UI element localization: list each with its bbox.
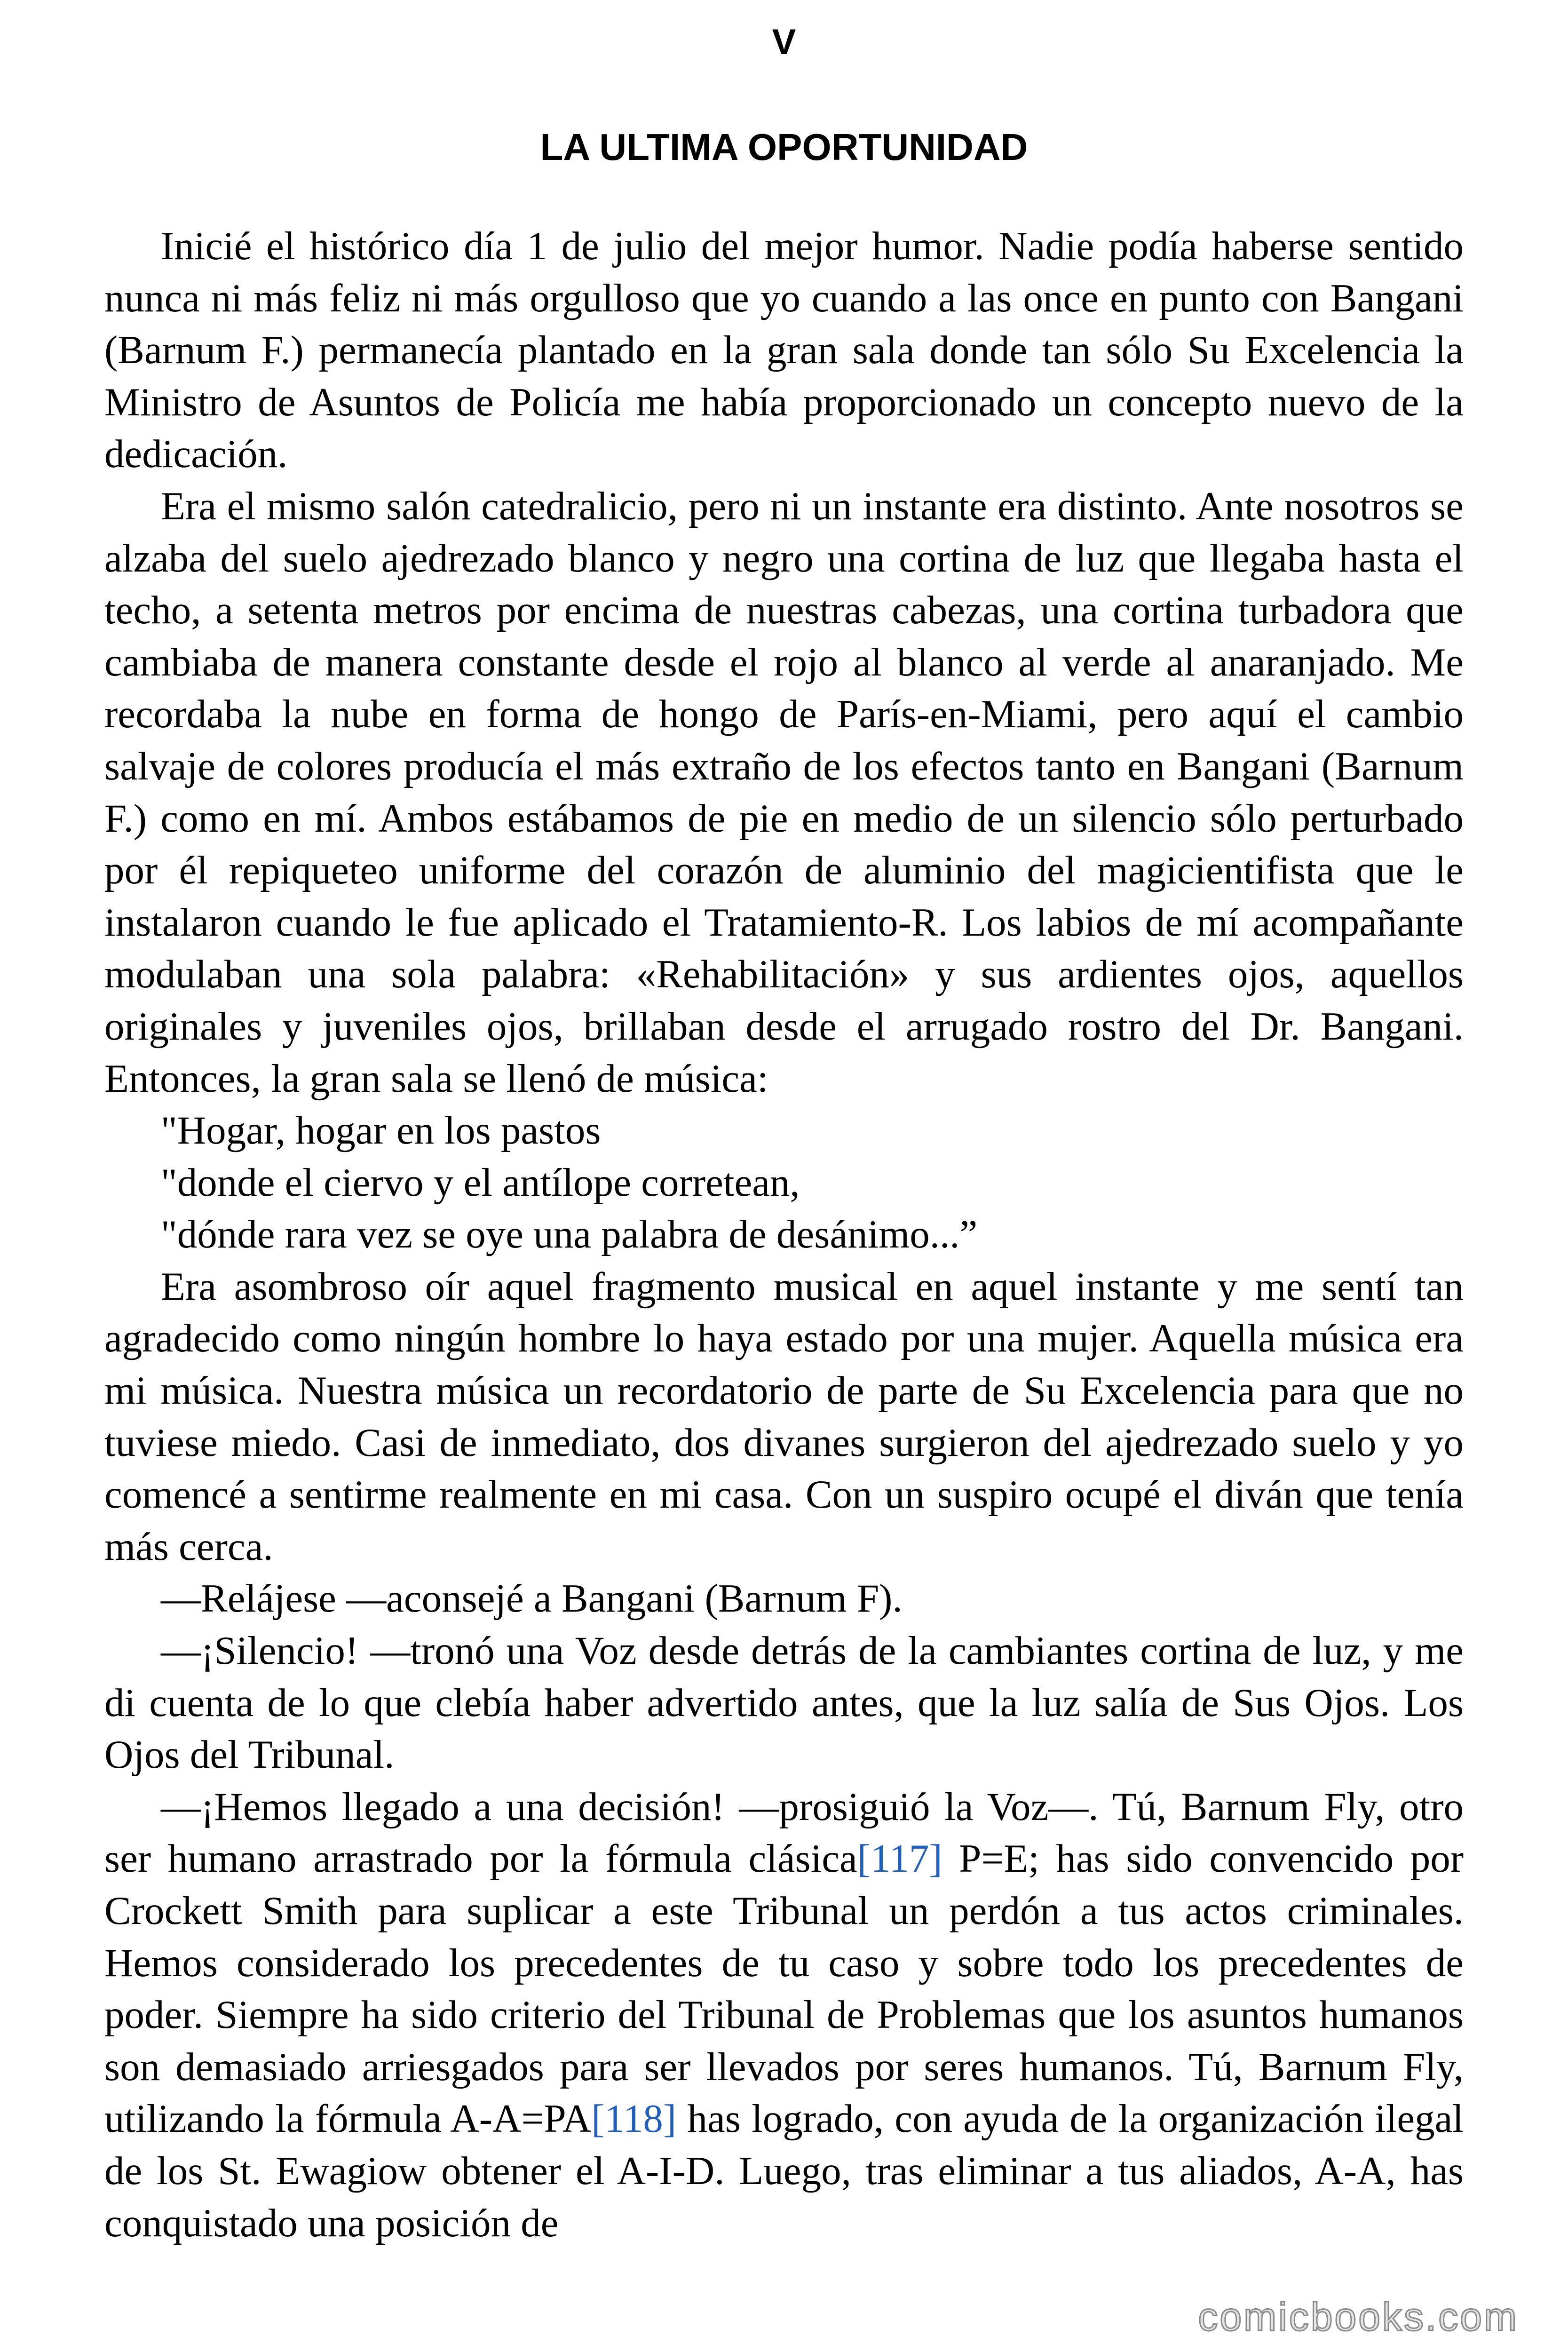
chapter-number: V xyxy=(772,22,796,62)
song-verse-1: "Hogar, hogar en los pastos xyxy=(161,1108,601,1153)
paragraph-1: Inicié el histórico día 1 de julio del mejor humor. Nadie podía haberse sentido nunca ni más feliz ni más orgulloso que yo cuando a las once en punto con Bangani (Barnum F.) permanecía plantado en la gran sala donde tan sólo Su Excelencia la Ministro de Asuntos de Policía me había proporcionado un concepto nuevo de la dedicación. xyxy=(104,224,1464,477)
paragraph-5: —¡Silencio! —tronó una Voz desde detrás de la cambiantes cortina de luz, y me di cuenta de lo que clebía haber advertido antes, que la luz salía de Sus Ojos. Los Ojos del Tribunal. xyxy=(104,1629,1464,1777)
footnote-link-117[interactable]: [117] xyxy=(857,1836,942,1881)
chapter-title: LA ULTIMA OPORTUNIDAD xyxy=(540,126,1028,168)
song-verse-2: "donde el ciervo y el antílope corretean, xyxy=(161,1160,800,1205)
watermark-logo: comicbooks.com xyxy=(1198,2295,1519,2339)
paragraph-6-part-1: —¡Hemos llegado a una decisión! —prosiguió la Voz—. Tú, Barnum Fly, otro ser humano arrastrado por la fórmula clásica xyxy=(104,1784,1464,1881)
paragraph-6-part-3: has logrado, con ayuda de la organización ilegal de los St. Ewagiow obtener el A-I-D. Luego, tras eliminar a tus aliados, A-A, has conquistado una posición de xyxy=(104,2097,1464,2245)
paragraph-6 xyxy=(104,1781,1464,2249)
chapter-body xyxy=(104,220,1464,2249)
paragraph-6-part-2: P=E; has sido convencido por Crockett Smith para suplicar a este Tribunal un perdón a tus actos criminales. Hemos considerado los precedentes de tu caso y sobre todo los precedentes de poder. Siempre ha sido criterio del Tribunal de Problemas que los asuntos humanos son demasiado arriesgados para ser llevados por seres humanos. Tú, Barnum Fly, utilizando la fórmula A-A=PA xyxy=(104,1836,1464,2141)
song-verse-3: "dónde rara vez se oye una palabra de desánimo...” xyxy=(161,1212,978,1257)
footnote-link-118[interactable]: [118] xyxy=(591,2097,677,2141)
paragraph-4: —Relájese —aconsejé a Bangani (Barnum F). xyxy=(161,1576,903,1621)
paragraph-3: Era asombroso oír aquel fragmento musical en aquel instante y me sentí tan agradecido como ningún hombre lo haya estado por una mujer. Aquella música era mi música. Nuestra música un recordatorio de parte de Su Excelencia para que no tuviese miedo. Casi de inmediato, dos divanes surgieron del ajedrezado suelo y yo comencé a sentirme realmente en mi casa. Con un suspiro ocupé el diván que tenía más cerca. xyxy=(104,1264,1464,1569)
paragraph-2: Era el mismo salón catedralicio, pero ni un instante era distinto. Ante nosotros se alzaba del suelo ajedrezado blanco y negro una cortina de luz que llegaba hasta el techo, a setenta metros por encima de nuestras cabezas, una cortina turbadora que cambiaba de manera constante desde el rojo al blanco al verde al anaranjado. Me recordaba la nube en forma de hongo de París-en-Miami, pero aquí el cambio salvaje de colores producía el más extraño de los efectos tanto en Bangani (Barnum F.) como en mí. Ambos estábamos de pie en medio de un silencio sólo perturbado por él repiqueteo uniforme del corazón de aluminio del magicientifista que le instalaron cuando le fue aplicado el Tratamiento-R. Los labios de mí acompañante modulaban una sola palabra: «Rehabilitación» y sus ardientes ojos, aquellos originales y juveniles ojos, brillaban desde el arrugado rostro del Dr. Bangani. Entonces, la gran sala se llenó de música: xyxy=(104,484,1464,1101)
